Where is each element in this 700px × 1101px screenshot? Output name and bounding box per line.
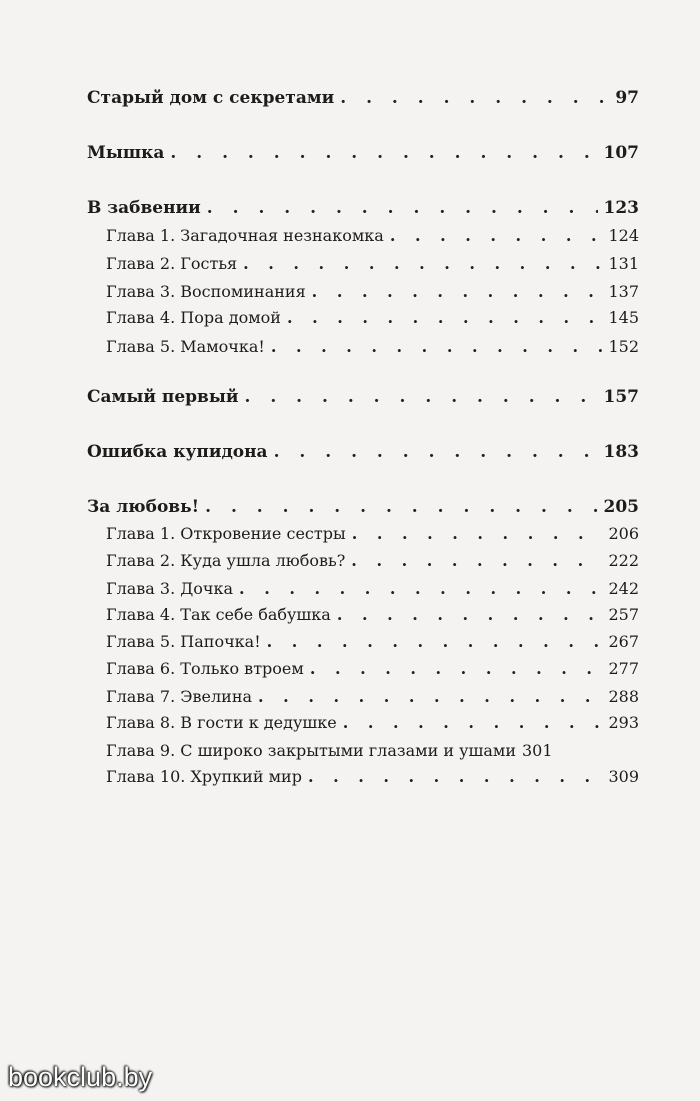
toc-chapter-entry <box>106 713 639 732</box>
dot-leader <box>267 632 603 651</box>
dot-leader <box>351 551 602 570</box>
entry-title: За любовь! <box>87 497 200 517</box>
toc-section-entry <box>87 198 639 218</box>
dot-leader <box>170 143 597 163</box>
entry-title: Глава 5. Папочка! <box>106 632 261 651</box>
entry-page-number: 123 <box>603 198 639 218</box>
entry-title: Самый первый <box>87 387 239 407</box>
toc-chapter-entry <box>106 767 639 786</box>
dot-leader <box>271 337 603 356</box>
entry-title: Глава 4. Так себе бабушка <box>106 605 331 624</box>
toc-chapter-entry <box>106 579 639 598</box>
entry-page-number: 131 <box>608 254 639 273</box>
dot-leader <box>245 387 598 407</box>
entry-page-number: 257 <box>608 605 639 624</box>
toc-chapter-entry <box>106 282 639 301</box>
toc-section-entry <box>87 387 639 407</box>
dot-leader <box>239 579 602 598</box>
entry-page-number: 152 <box>608 337 639 356</box>
entry-title: Ошибка купидона <box>87 442 268 462</box>
entry-title: Глава 1. Откровение сестры <box>106 524 346 543</box>
entry-page-number: 206 <box>608 524 639 543</box>
dot-leader <box>287 308 602 327</box>
entry-page-number: 157 <box>603 387 639 407</box>
dot-leader <box>258 687 602 706</box>
entry-title: Глава 4. Пора домой <box>106 308 281 327</box>
toc-section-entry <box>87 88 639 108</box>
entry-page-number: 267 <box>608 632 639 651</box>
dot-leader <box>340 88 609 108</box>
dot-leader <box>308 767 603 786</box>
dot-leader <box>352 524 603 543</box>
entry-page-number: 97 <box>615 88 639 108</box>
entry-page-number: 107 <box>603 143 639 163</box>
entry-page-number: 205 <box>603 497 639 517</box>
entry-title: Глава 6. Только втроем <box>106 659 304 678</box>
toc-chapter-entry <box>106 605 639 624</box>
entry-page-number: 145 <box>608 308 639 327</box>
entry-page-number: 242 <box>608 579 639 598</box>
entry-title: Глава 8. В гости к дедушке <box>106 713 337 732</box>
entry-page-number: 309 <box>608 767 639 786</box>
entry-title: Глава 1. Загадочная незнакомка <box>106 226 384 245</box>
dot-leader <box>337 605 603 624</box>
entry-title: Глава 2. Куда ушла любовь? <box>106 551 346 570</box>
entry-page-number: 288 <box>608 687 639 706</box>
toc-chapter-entry <box>106 659 639 678</box>
entry-title: В забвении <box>87 198 201 218</box>
dot-leader <box>310 659 603 678</box>
toc-chapter-entry <box>106 524 639 543</box>
toc-chapter-entry <box>106 687 639 706</box>
toc-chapter-entry <box>106 551 639 570</box>
toc-chapter-entry <box>106 632 639 651</box>
dot-leader <box>274 442 598 462</box>
entry-title: Глава 3. Дочка <box>106 579 234 598</box>
dot-leader <box>312 282 603 301</box>
entry-title: Глава 3. Воспоминания <box>106 282 306 301</box>
toc-chapter-entry <box>106 337 639 356</box>
entry-title: Глава 2. Гостья <box>106 254 238 273</box>
entry-title: Глава 7. Эвелина <box>106 687 253 706</box>
toc-chapter-entry <box>106 226 639 245</box>
dot-leader <box>207 198 598 218</box>
watermark: bookclub.by <box>8 1062 153 1092</box>
entry-title: Глава 9. С широко закрытыми глазами и ушами <box>106 741 516 760</box>
entry-title: Старый дом с секретами <box>87 88 335 108</box>
toc-section-entry <box>87 442 639 462</box>
entry-page-number: 137 <box>608 282 639 301</box>
entry-page-number: 277 <box>608 659 639 678</box>
toc-chapter-entry <box>106 741 639 760</box>
toc-section-entry <box>87 497 639 517</box>
toc-chapter-entry <box>106 254 639 273</box>
entry-title: Мышка <box>87 143 165 163</box>
entry-page-number: 222 <box>608 551 639 570</box>
dot-leader <box>205 497 597 517</box>
entry-title: Глава 10. Хрупкий мир <box>106 767 302 786</box>
entry-page-number: 301 <box>522 741 553 760</box>
entry-title: Глава 5. Мамочка! <box>106 337 265 356</box>
entry-page-number: 293 <box>608 713 639 732</box>
toc-chapter-entry <box>106 308 639 327</box>
dot-leader <box>343 713 603 732</box>
dot-leader <box>390 226 603 245</box>
entry-page-number: 183 <box>603 442 639 462</box>
entry-page-number: 124 <box>608 226 639 245</box>
dot-leader <box>243 254 602 273</box>
toc-section-entry <box>87 143 639 163</box>
